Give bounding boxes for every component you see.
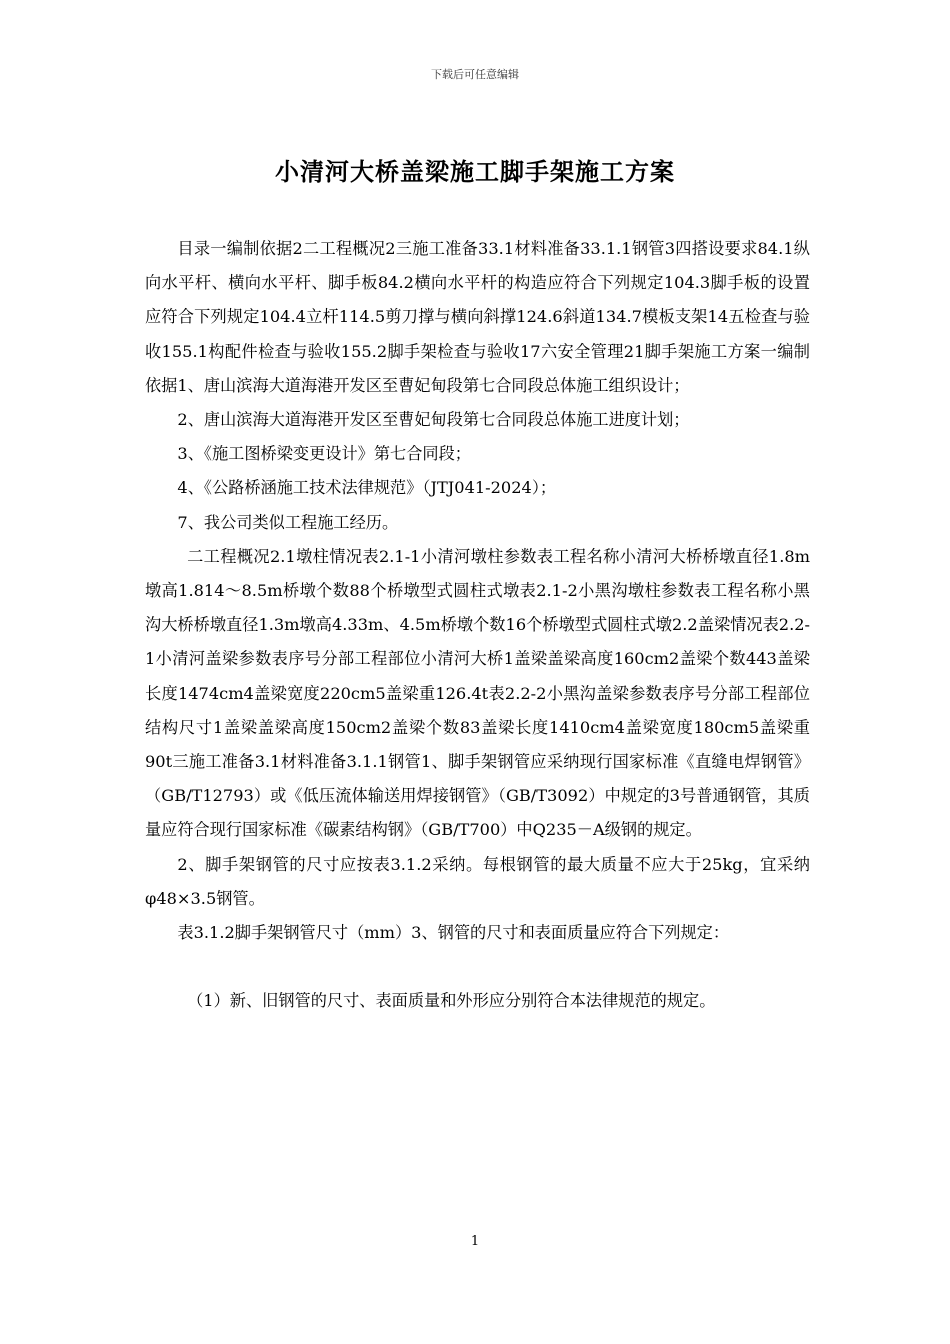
paragraph-basis-4: 4、《公路桥涵施工技术法律规范》（JTJ041-2024）；	[177, 478, 557, 498]
paragraph-project-overview: 二工程概况2.1墩柱情况表2.1-1小清河墩柱参数表工程名称小清河大桥桥墩直径1.8m墩高1.814～8.5m桥墩个数88个桥墩型式圆柱式墩表2.1-2小黑沟墩柱参数表工程名称小黑沟大桥桥墩直径1.3m墩高4.33m、4.5m桥墩个数16个桥墩型式圆柱式墩2.2盖梁情况表2.2-1小清河盖梁参数表序号分部工程部位小清河大桥1盖梁盖梁高度160cm2盖梁个数443盖梁长度1474cm4盖梁宽度220cm5盖梁重126.4t表2.2-2小黑沟盖梁参数表序号分部工程部位结构尺寸1盖梁盖梁高度150cm2盖梁个数83盖梁长度1410cm4盖梁宽度180cm5盖梁重90t三施工准备3.1材料准备3.1.1钢管1、脚手架钢管应采纳现行国家标准《直缝电焊钢管》（GB/T12793）或《低压流体输送用焊接钢管》（GB/T3092）中规定的3号普通钢管，其质量应符合现行国家标准《碳素结构钢》（GB/T700）中Q235－A级钢的规定。	[145, 546, 810, 840]
paragraph-steel-pipe-size: 2、脚手架钢管的尺寸应按表3.1.2采纳。每根钢管的最大质量不应大于25kg，宜采纳φ48×3.5钢管。	[145, 854, 810, 908]
paragraph-toc-and-basis: 目录一编制依据2二工程概况2三施工准备33.1材料准备33.1.1钢管3四搭设要求84.1纵向水平杆、横向水平杆、脚手板84.2横向水平杆的构造应符合下列规定104.3脚手板的设置应符合下列规定104.4立杆114.5剪刀撑与横向斜撑124.6斜道134.7模板支架14五检查与验收155.1构配件检查与验收155.2脚手架检查与验收17六安全管理21脚手架施工方案一编制依据1、唐山滨海大道海港开发区至曹妃甸段第七合同段总体施工组织设计；	[145, 239, 810, 395]
document-body	[145, 232, 810, 1018]
document-title: 小清河大桥盖梁施工脚手架施工方案	[275, 158, 675, 186]
paragraph-basis-2: 2、唐山滨海大道海港开发区至曹妃甸段第七合同段总体施工进度计划；	[177, 410, 690, 430]
paragraph-basis-3: 3、《施工图桥梁变更设计》第七合同段；	[177, 444, 471, 464]
paragraph-basis-7: 7、我公司类似工程施工经历。	[177, 512, 399, 532]
header-note: 下载后可任意编辑	[431, 68, 519, 81]
paragraph-pipe-requirement-1: （1）新、旧钢管的尺寸、表面质量和外形应分别符合本法律规范的规定。	[187, 991, 716, 1011]
paragraph-table-caption: 表3.1.2脚手架钢管尺寸（mm）3、钢管的尺寸和表面质量应符合下列规定：	[177, 923, 730, 943]
page-number: 1	[470, 1234, 480, 1249]
